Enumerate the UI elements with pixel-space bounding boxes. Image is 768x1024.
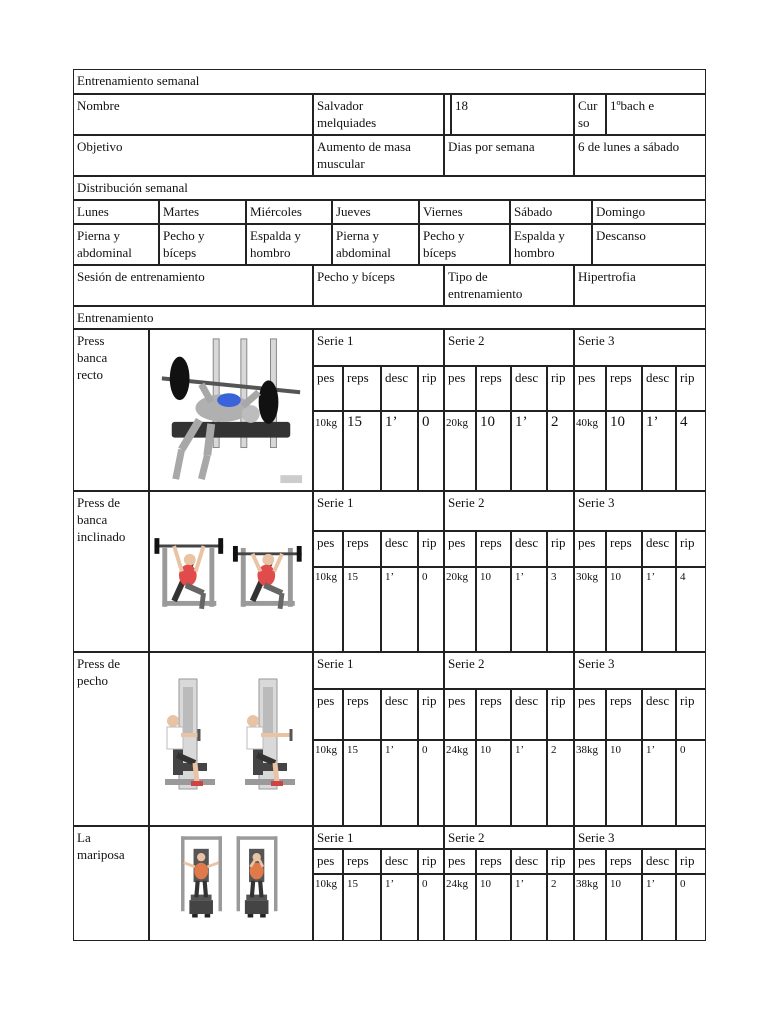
col-header-desc: desc xyxy=(646,370,670,385)
col-header-desc: desc xyxy=(646,693,670,708)
value-reps: 10 xyxy=(480,571,491,583)
col-header-reps: reps xyxy=(610,370,632,385)
value-rip: 0 xyxy=(680,878,686,890)
value-desc: 1’ xyxy=(515,571,525,583)
value-pes: 24kg xyxy=(446,744,468,756)
value-desc: 1’ xyxy=(385,744,395,756)
entrenamiento-heading: Entrenamiento xyxy=(77,310,154,325)
col-header-pes: pes xyxy=(317,370,335,385)
serie-label-1-1: Serie 2 xyxy=(448,495,485,510)
serie-label-2-2: Serie 3 xyxy=(578,656,615,671)
value-rip: 2 xyxy=(551,878,557,890)
exercise-name-2: Press de pecho xyxy=(77,656,120,688)
serie-label-2-1: Serie 2 xyxy=(448,656,485,671)
col-header-reps: reps xyxy=(480,853,502,868)
col-header-pes: pes xyxy=(448,853,466,868)
sesion-value: Pecho y bíceps xyxy=(317,269,395,284)
objetivo-value: Aumento de masa muscular xyxy=(317,139,411,171)
day-5: Sábado xyxy=(514,204,553,219)
value-rip: 4 xyxy=(680,571,686,583)
value-rip: 3 xyxy=(551,571,557,583)
entrenamiento-heading-cell xyxy=(73,306,706,329)
col-header-rip: rip xyxy=(680,535,695,550)
serie-label-3-0: Serie 1 xyxy=(317,830,354,845)
col-header-desc: desc xyxy=(515,535,539,550)
col-header-reps: reps xyxy=(347,853,369,868)
value-reps: 15 xyxy=(347,744,358,756)
col-header-desc: desc xyxy=(385,693,409,708)
value-reps: 15 xyxy=(347,571,358,583)
col-header-reps: reps xyxy=(480,370,502,385)
butterfly-machine-illustration xyxy=(151,828,311,939)
serie-label-3-2: Serie 3 xyxy=(578,830,615,845)
col-header-desc: desc xyxy=(646,535,670,550)
col-header-desc: desc xyxy=(515,693,539,708)
col-header-reps: reps xyxy=(610,853,632,868)
serie-label-1-0: Serie 1 xyxy=(317,495,354,510)
chest-press-machine-illustration xyxy=(151,654,311,824)
col-header-pes: pes xyxy=(317,535,335,550)
serie-label-1-2: Serie 3 xyxy=(578,495,615,510)
value-pes: 10kg xyxy=(315,571,337,583)
value-reps: 10 xyxy=(480,414,495,430)
day-muscle-3: Pierna y abdominal xyxy=(336,228,391,260)
dias-label: Dias por semana xyxy=(448,139,535,154)
col-header-rip: rip xyxy=(551,370,566,385)
col-header-rip: rip xyxy=(551,693,566,708)
day-2: Miércoles xyxy=(250,204,302,219)
value-pes: 30kg xyxy=(576,571,598,583)
day-6: Domingo xyxy=(596,204,646,219)
value-rip: 0 xyxy=(680,744,686,756)
col-header-rip: rip xyxy=(680,370,695,385)
col-header-reps: reps xyxy=(610,693,632,708)
value-pes: 38kg xyxy=(576,744,598,756)
col-header-pes: pes xyxy=(317,693,335,708)
col-header-reps: reps xyxy=(347,693,369,708)
value-reps: 10 xyxy=(610,878,621,890)
tipo-label: Tipo de entrenamiento xyxy=(448,269,523,301)
col-header-rip: rip xyxy=(551,535,566,550)
value-desc: 1’ xyxy=(515,878,525,890)
col-header-pes: pes xyxy=(578,370,596,385)
curso-label: Cur so xyxy=(578,98,598,130)
serie-label-0-0: Serie 1 xyxy=(317,333,354,348)
day-muscle-6: Descanso xyxy=(596,228,646,243)
col-header-pes: pes xyxy=(578,535,596,550)
day-muscle-4: Pecho y bíceps xyxy=(423,228,465,260)
sesion-label: Sesión de entrenamiento xyxy=(77,269,205,284)
sheet-title: Entrenamiento semanal xyxy=(77,73,200,88)
objetivo-label: Objetivo xyxy=(77,139,123,154)
col-header-rip: rip xyxy=(422,853,437,868)
col-header-rip: rip xyxy=(422,370,437,385)
value-desc: 1’ xyxy=(385,414,398,430)
serie-label-3-1: Serie 2 xyxy=(448,830,485,845)
col-header-reps: reps xyxy=(347,535,369,550)
day-1: Martes xyxy=(163,204,200,219)
value-pes: 38kg xyxy=(576,878,598,890)
value-reps: 10 xyxy=(610,571,621,583)
col-header-pes: pes xyxy=(578,693,596,708)
exercise-name-1: Press de banca inclinado xyxy=(77,495,126,544)
value-desc: 1’ xyxy=(646,571,656,583)
value-pes: 10kg xyxy=(315,878,337,890)
value-pes: 24kg xyxy=(446,878,468,890)
col-header-desc: desc xyxy=(385,535,409,550)
value-reps: 10 xyxy=(480,744,491,756)
col-header-rip: rip xyxy=(551,853,566,868)
incline-bench-press-illustration xyxy=(151,493,311,650)
narrow-separator-cell xyxy=(444,94,451,135)
value-reps: 15 xyxy=(347,878,358,890)
value-rip: 0 xyxy=(422,571,428,583)
value-desc: 1’ xyxy=(646,744,656,756)
col-header-reps: reps xyxy=(480,693,502,708)
exercise-name-3: La mariposa xyxy=(77,830,125,862)
day-muscle-0: Pierna y abdominal xyxy=(77,228,132,260)
value-rip: 0 xyxy=(422,414,430,430)
value-desc: 1’ xyxy=(385,571,395,583)
col-header-pes: pes xyxy=(448,535,466,550)
dias-value: 6 de lunes a sábado xyxy=(578,139,680,154)
nombre-label: Nombre xyxy=(77,98,120,113)
distribucion-heading: Distribución semanal xyxy=(77,180,188,195)
col-header-desc: desc xyxy=(515,370,539,385)
value-pes: 20kg xyxy=(446,417,468,429)
col-header-desc: desc xyxy=(385,370,409,385)
day-0: Lunes xyxy=(77,204,109,219)
col-header-reps: reps xyxy=(347,370,369,385)
curso-value: 1ºbach e xyxy=(610,98,655,113)
edad-value-cell xyxy=(451,94,574,135)
day-muscle-2: Espalda y hombro xyxy=(250,228,301,260)
col-header-rip: rip xyxy=(422,693,437,708)
bench-press-illustration xyxy=(151,331,311,489)
value-rip: 2 xyxy=(551,414,559,430)
value-reps: 10 xyxy=(610,414,625,430)
value-desc: 1’ xyxy=(646,414,659,430)
value-rip: 0 xyxy=(422,744,428,756)
nombre-value: Salvador melquiades xyxy=(317,98,377,130)
value-rip: 2 xyxy=(551,744,557,756)
value-pes: 10kg xyxy=(315,417,337,429)
value-desc: 1’ xyxy=(515,744,525,756)
value-desc: 1’ xyxy=(646,878,656,890)
col-header-desc: desc xyxy=(515,853,539,868)
value-rip: 0 xyxy=(422,878,428,890)
col-header-rip: rip xyxy=(680,853,695,868)
edad-value: 18 xyxy=(455,98,468,113)
col-header-desc: desc xyxy=(385,853,409,868)
col-header-pes: pes xyxy=(578,853,596,868)
value-reps: 10 xyxy=(480,878,491,890)
serie-label-2-0: Serie 1 xyxy=(317,656,354,671)
day-4: Viernes xyxy=(423,204,463,219)
value-pes: 10kg xyxy=(315,744,337,756)
col-header-pes: pes xyxy=(448,693,466,708)
value-rip: 4 xyxy=(680,414,688,430)
value-desc: 1’ xyxy=(385,878,395,890)
tipo-value: Hipertrofia xyxy=(578,269,636,284)
col-header-reps: reps xyxy=(610,535,632,550)
day-3: Jueves xyxy=(336,204,371,219)
value-pes: 20kg xyxy=(446,571,468,583)
day-muscle-1: Pecho y bíceps xyxy=(163,228,205,260)
col-header-rip: rip xyxy=(422,535,437,550)
col-header-pes: pes xyxy=(317,853,335,868)
value-desc: 1’ xyxy=(515,414,528,430)
value-reps: 10 xyxy=(610,744,621,756)
col-header-rip: rip xyxy=(680,693,695,708)
col-header-pes: pes xyxy=(448,370,466,385)
col-header-reps: reps xyxy=(480,535,502,550)
serie-label-0-2: Serie 3 xyxy=(578,333,615,348)
col-header-desc: desc xyxy=(646,853,670,868)
day-muscle-5: Espalda y hombro xyxy=(514,228,565,260)
exercise-name-0: Press banca recto xyxy=(77,333,108,382)
value-pes: 40kg xyxy=(576,417,598,429)
serie-label-0-1: Serie 2 xyxy=(448,333,485,348)
value-reps: 15 xyxy=(347,414,362,430)
